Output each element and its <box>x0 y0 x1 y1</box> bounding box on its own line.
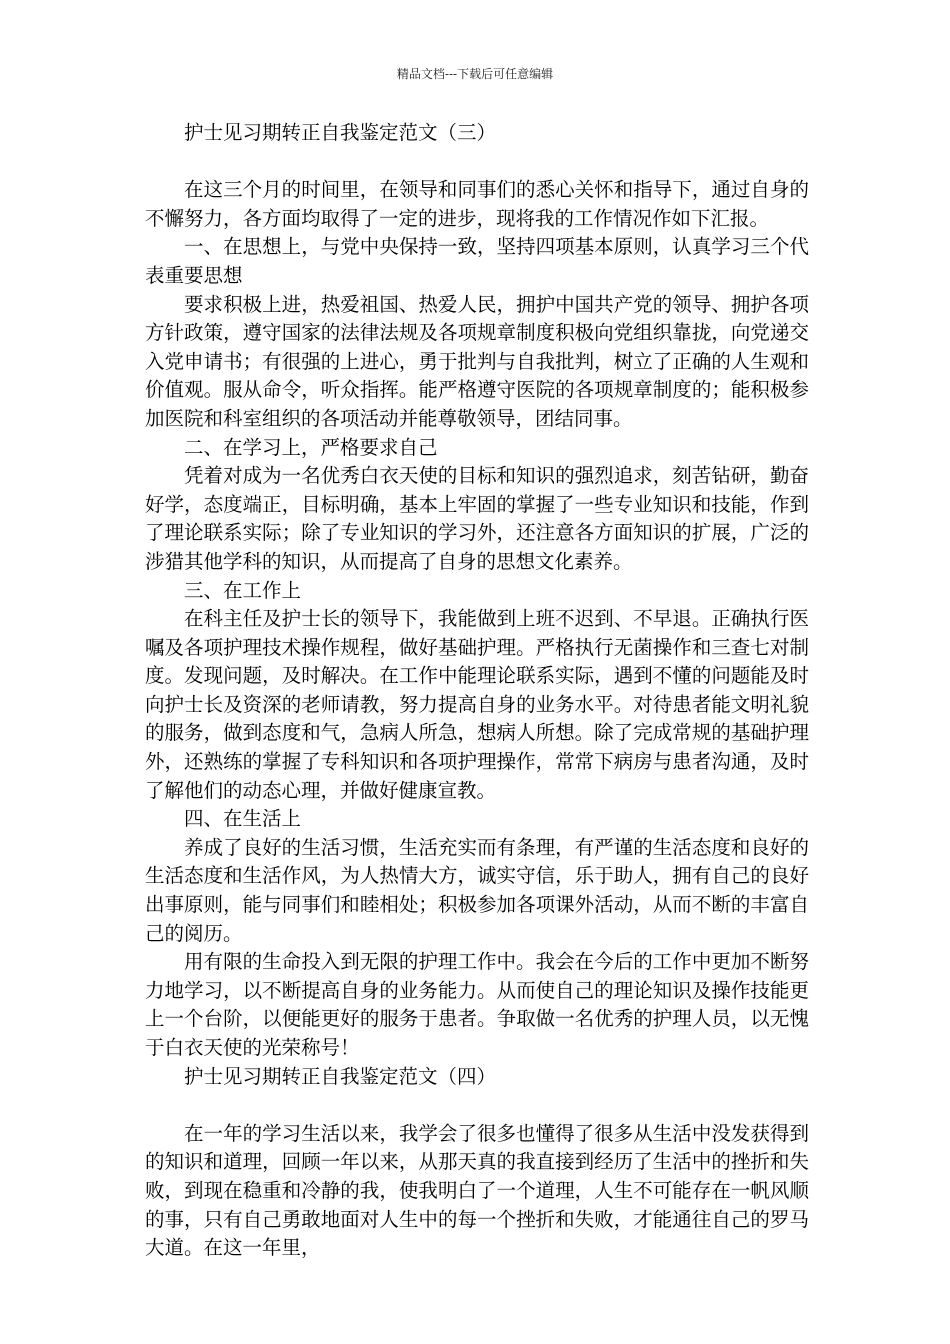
section-title-4: 护士见习期转正自我鉴定范文（四） <box>184 1064 497 1088</box>
page-header: 精品文档---下载后可任意编辑 <box>396 67 554 81</box>
paragraph: 在科主任及护士长的领导下，我能做到上班不迟到、不早退。正确执行医嘱及各项护理技术操作规程，做好基础护理。严格执行无菌操作和三查七对制度。发现问题，及时解决。在工作中能理论联系实际，遇到不懂的问题能及时向护士长及资深的老师请教，努力提高自身的业务水平。对待患者能文明礼貌的服务，做到态度和气，急病人所急，想病人所想。除了完成常规的基础护理外，还熟练的掌握了专科知识和各项护理操作，常常下病房与患者沟通，及时了解他们的动态心理，并做好健康宣教。 <box>145 607 809 802</box>
paragraph: 用有限的生命投入到无限的护理工作中。我会在今后的工作中更加不断努力地学习，以不断提高自身的业务能力。从而使自己的理论知识及操作技能更上一个台阶，以便能更好的服务于患者。争取做一名优秀的护理人员，以无愧于白衣天使的光荣称号！ <box>145 950 809 1059</box>
paragraph: 在这三个月的时间里，在领导和同事们的悉心关怀和指导下，通过自身的不懈努力，各方面均取得了一定的进步，现将我的工作情况作如下汇报。 <box>145 178 809 230</box>
section-title-3: 护士见习期转正自我鉴定范文（三） <box>184 121 497 144</box>
paragraph: 养成了良好的生活习惯，生活充实而有条理，有严谨的生活态度和良好的生活态度和生活作风，为人热情大方，诚实守信，乐于助人，拥有自己的良好出事原则，能与同事们和睦相处；积极参加各项课外活动，从而不断的丰富自己的阅历。 <box>145 835 809 945</box>
heading-ideology: 一、在思想上，与党中央保持一致，坚持四项基本原则，认真学习三个代表重要思想 <box>145 235 809 287</box>
spacer <box>145 148 809 177</box>
heading-work: 三、在工作上 <box>184 578 302 602</box>
spacer <box>145 1091 809 1120</box>
heading-study: 二、在学习上，严格要求自己 <box>184 435 438 459</box>
paragraph: 凭着对成为一名优秀白衣天使的目标和知识的强烈追求，刻苦钻研，勤奋好学，态度端正，目标明确，基本上牢固的掌握了一些专业知识和技能，作到了理论联系实际；除了专业知识的学习外，还注意各方面知识的扩展，广泛的涉猎其他学科的知识，从而提高了自身的思想文化素养。 <box>145 464 809 573</box>
heading-life: 四、在生活上 <box>184 807 302 831</box>
paragraph: 要求积极上进，热爱祖国、热爱人民，拥护中国共产党的领导、拥护各项方针政策，遵守国家的法律法规及各项规章制度积极向党组织靠拢，向党递交入党申请书；有很强的上进心，勇于批判与自我批判，树立了正确的人生观和价值观。服从命令，听众指挥。能严格遵守医院的各项规章制度的；能积极参加医院和科室组织的各项活动并能尊敬领导，团结同事。 <box>145 292 809 430</box>
paragraph: 在一年的学习生活以来，我学会了很多也懂得了很多从生活中没发获得到的知识和道理，回顾一年以来，从那天真的我直接到经历了生活中的挫折和失败，到现在稳重和冷静的我，使我明白了一个道理，人生不可能存在一帆风顺的事，只有自己勇敢地面对人生中的每一个挫折和失败，才能通往自己的罗马大道。在这一年里， <box>145 1121 809 1260</box>
document-body <box>145 119 809 1263</box>
